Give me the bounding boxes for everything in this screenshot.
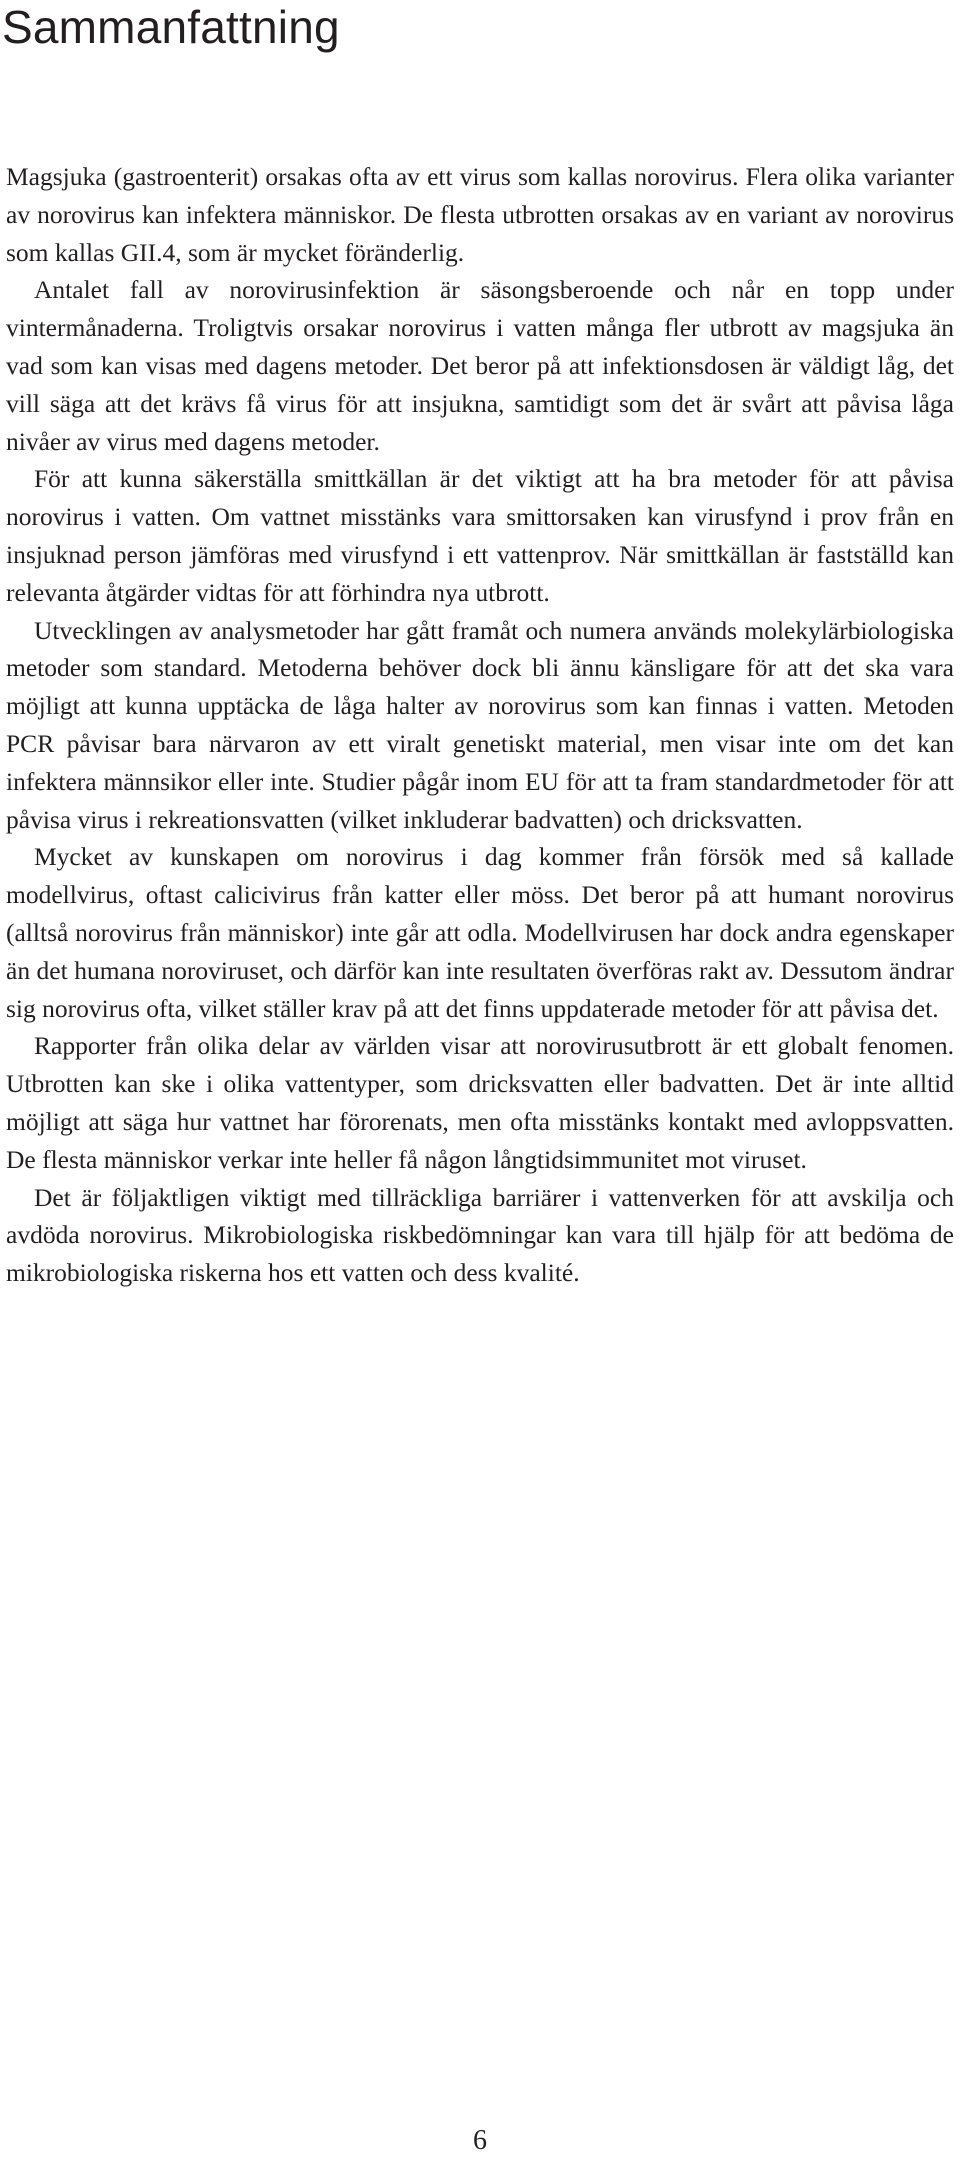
paragraph: Magsjuka (gastroenterit) orsakas ofta av ett virus som kallas norovirus. Flera olika varianter av norovirus kan infektera människor. De flesta utbrotten orsakas av en variant av norovirus som kallas GII.4, som är mycket föränderlig. — [6, 162, 954, 267]
paragraph: Det är följaktligen viktigt med tillräckliga barriärer i vattenverken för att avskilja och avdöda norovirus. Mikrobiologiska riskbedömningar kan vara till hjälp för att bedöma de mikrobiologiska riskerna hos ett vatten och dess kvalité. — [6, 1182, 954, 1288]
page-title: Sammanfattning — [2, 1, 340, 53]
page-number: 6 — [473, 2125, 487, 2156]
paragraph: Utvecklingen av analysmetoder har gått framåt och numera används molekylärbiologiska metoder som standard. Metoderna behöver dock bli ännu känsligare för att det ska vara möjligt att kunna upptäcka de låga halter av norovirus som kan finnas i vatten. Metoden PCR påvisar bara närvaron av ett viralt genetiskt material, men visar inte om det kan infektera männsikor eller inte. Studier pågår inom EU för att ta fram standardmetoder för att påvisa virus i rekreationsvatten (vilket inkluderar badvatten) och dricksvatten. — [6, 615, 954, 834]
body-text — [6, 158, 954, 1292]
paragraph: Rapporter från olika delar av världen visar att norovirusutbrott är ett globalt fenomen. Utbrotten kan ske i olika vattentyper, som dricksvatten eller badvatten. Det är inte alltid möjligt att säga hur vattnet har förorenats, men ofta misstänks kontakt med avloppsvatten. De flesta människor verkar inte heller få någon långtidsimmunitet mot viruset. — [6, 1031, 954, 1174]
paragraph: Antalet fall av norovirusinfektion är säsongsberoende och når en topp under vintermånaderna. Troligtvis orsakar norovirus i vatten många fler utbrott av magsjuka än vad som kan visas med dagens metoder. Det beror på att infektionsdosen är väldigt låg, det vill säga att det krävs få virus för att insjukna, samtidigt som det är svårt att påvisa låga nivåer av virus med dagens metoder. — [6, 275, 954, 456]
paragraph: Mycket av kunskapen om norovirus i dag kommer från försök med så kallade modellvirus, oftast calicivirus från katter eller möss. Det beror på att humant norovirus (alltså norovirus från människor) inte går att odla. Modellvirusen har dock andra egenskaper än det humana noroviruset, och därför kan inte resultaten överföras rakt av. Dessutom ändrar sig norovirus ofta, vilket ställer krav på att det finns uppdaterade metoder för att påvisa det. — [6, 842, 954, 1023]
paragraph: För att kunna säkerställa smittkällan är det viktigt att ha bra metoder för att påvisa norovirus i vatten. Om vattnet misstänks vara smittorsaken kan virusfynd i prov från en insjuknad person jämföras med virusfynd i ett vattenprov. När smittkällan är fastställd kan relevanta åtgärder vidtas för att förhindra nya utbrott. — [6, 464, 954, 607]
